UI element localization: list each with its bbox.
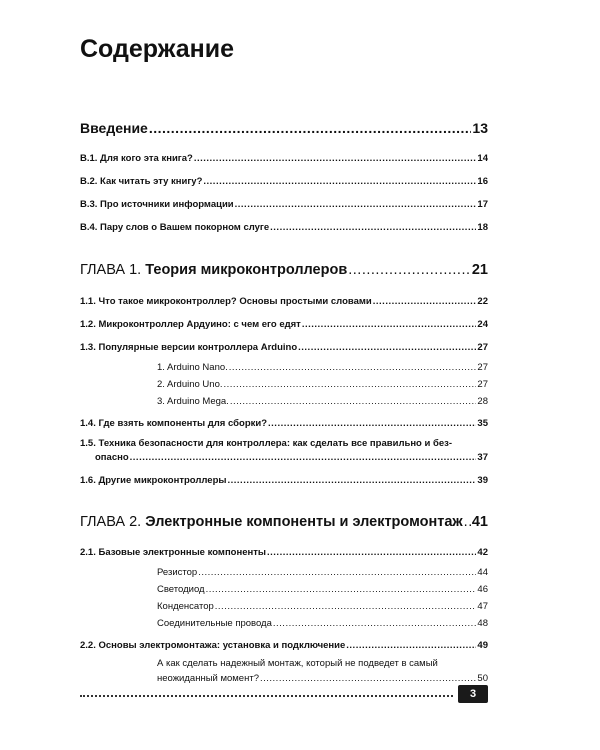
toc-entry-title: 2.1. Базовые электронные компоненты [80,547,267,558]
toc-entry-title: Введение [80,120,148,136]
toc-leader-dots [373,296,477,307]
toc-entry-page: 27 [477,362,488,373]
toc-leader-dots [267,547,476,558]
toc-entry-title: Конденсатор [157,601,214,612]
toc-entry-page: 49 [477,640,488,651]
toc-entry-first-line[interactable]: 1.5. Техника безопасности для контроллера: как сделать все правильно и без- [80,438,453,449]
toc-entry-page: 16 [477,176,488,187]
toc-entry-title: В.4. Пару слов о Вашем покорном слуге [80,222,270,233]
footer-dotted-rule [80,693,453,697]
toc-subentry[interactable] [157,673,488,684]
toc-leader-dots [130,452,477,463]
toc-leader-dots [198,567,476,578]
toc-leader-dots [224,379,477,390]
toc-leader-dots [298,342,476,353]
toc-subentry[interactable] [157,362,488,373]
toc-leader-dots [215,601,477,612]
toc-entry[interactable] [80,418,488,429]
toc-entry-page: 44 [477,567,488,578]
toc-subentry-first-line[interactable]: А как сделать надежный монтаж, который не подведет в самый [157,658,438,669]
toc-entry[interactable] [80,222,488,233]
toc-entry-page: 35 [477,418,488,429]
toc-leader-dots [228,475,477,486]
toc-leader-dots [149,120,472,136]
toc-leader-dots [235,199,477,210]
toc-entry-title: Соединительные провода [157,618,272,629]
toc-subentry[interactable] [157,618,488,629]
toc-entry-title: Светодиод [157,584,205,595]
toc-entry-page: 27 [477,342,488,353]
toc-entry-page: 39 [477,475,488,486]
toc-entry[interactable] [80,153,488,164]
toc-subentry[interactable] [157,379,488,390]
toc-entry-page: 48 [477,618,488,629]
toc-entry[interactable] [95,452,488,463]
toc-entry[interactable] [80,296,488,307]
toc-entry-page: 18 [477,222,488,233]
chapter-name: Электронные компоненты и электромонтаж [145,514,463,530]
toc-entry-page: 24 [477,319,488,330]
toc-leader-dots [270,222,476,233]
toc-leader-dots [302,319,477,330]
toc-entry-page: 27 [477,379,488,390]
toc-chapter-2[interactable] [80,514,488,530]
toc-leader-dots [230,396,477,407]
toc-subentry[interactable] [157,601,488,612]
toc-leader-dots [203,176,476,187]
toc-entry-title: В.1. Для кого эта книга? [80,153,193,164]
toc-entry-page: 22 [477,296,488,307]
toc-subentry[interactable] [157,396,488,407]
page-number-badge: 3 [458,685,488,703]
toc-entry-page: 17 [477,199,488,210]
toc-entry[interactable] [80,640,488,651]
toc-subentry[interactable] [157,584,488,595]
toc-entry[interactable] [80,475,488,486]
toc-entry-title: 1.4. Где взять компоненты для сборки? [80,418,268,429]
toc-entry-title: 3. Arduino Mega. [157,396,229,407]
toc-entry-page: 41 [471,514,488,530]
toc-leader-dots [346,640,476,651]
toc-entry-title: 1.3. Популярные версии контроллера Arduino [80,342,298,353]
toc-entry[interactable] [80,176,488,187]
toc-entry-title: 1.2. Микроконтроллер Ардуино: с чем его едят [80,319,301,330]
toc-subentry[interactable] [157,567,488,578]
chapter-prefix: ГЛАВА 2. [80,514,142,530]
toc-entry-title: 2.2. Основы электромонтажа: установка и подключение [80,640,346,651]
toc-entry-page: 46 [477,584,488,595]
toc-entry[interactable] [80,199,488,210]
toc-entry-title: Резистор [157,567,198,578]
toc-entry-title: 1. Arduino Nano. [157,362,228,373]
toc-entry-intro[interactable] [80,120,488,136]
toc-leader-dots [273,618,477,629]
toc-entry-title: В.2. Как читать эту книгу? [80,176,203,187]
toc-leader-dots [348,262,471,278]
toc-entry[interactable] [80,319,488,330]
toc-entry-page: 42 [477,547,488,558]
toc-entry-page: 37 [477,452,488,463]
toc-entry-title: опасно [95,452,129,463]
toc-entry-page: 50 [477,673,488,684]
toc-leader-dots [260,673,476,684]
toc-entry-title: 1.1. Что такое микроконтроллер? Основы простыми словами [80,296,372,307]
toc-entry[interactable] [80,547,488,558]
toc-entry-page: 13 [472,120,488,136]
toc-entry-title: 1.6. Другие микроконтроллеры [80,475,227,486]
toc-entry-page: 28 [477,396,488,407]
toc-chapter-1[interactable] [80,262,488,278]
toc-leader-dots [229,362,477,373]
toc-entry-title: 2. Arduino Uno. [157,379,223,390]
toc-leader-dots [268,418,476,429]
toc-entry-page: 47 [477,601,488,612]
toc-entry-page: 14 [477,153,488,164]
page-title: Содержание [80,35,235,63]
toc-leader-dots [206,584,477,595]
toc-entry-title: неожиданный момент? [157,673,259,684]
toc-leader-dots [194,153,477,164]
toc-entry-page: 21 [471,262,488,278]
toc-entry[interactable] [80,342,488,353]
chapter-prefix: ГЛАВА 1. [80,262,142,278]
chapter-name: Теория микроконтроллеров [145,262,348,278]
toc-leader-dots [464,514,471,530]
toc-entry-title: В.3. Про источники информации [80,199,234,210]
